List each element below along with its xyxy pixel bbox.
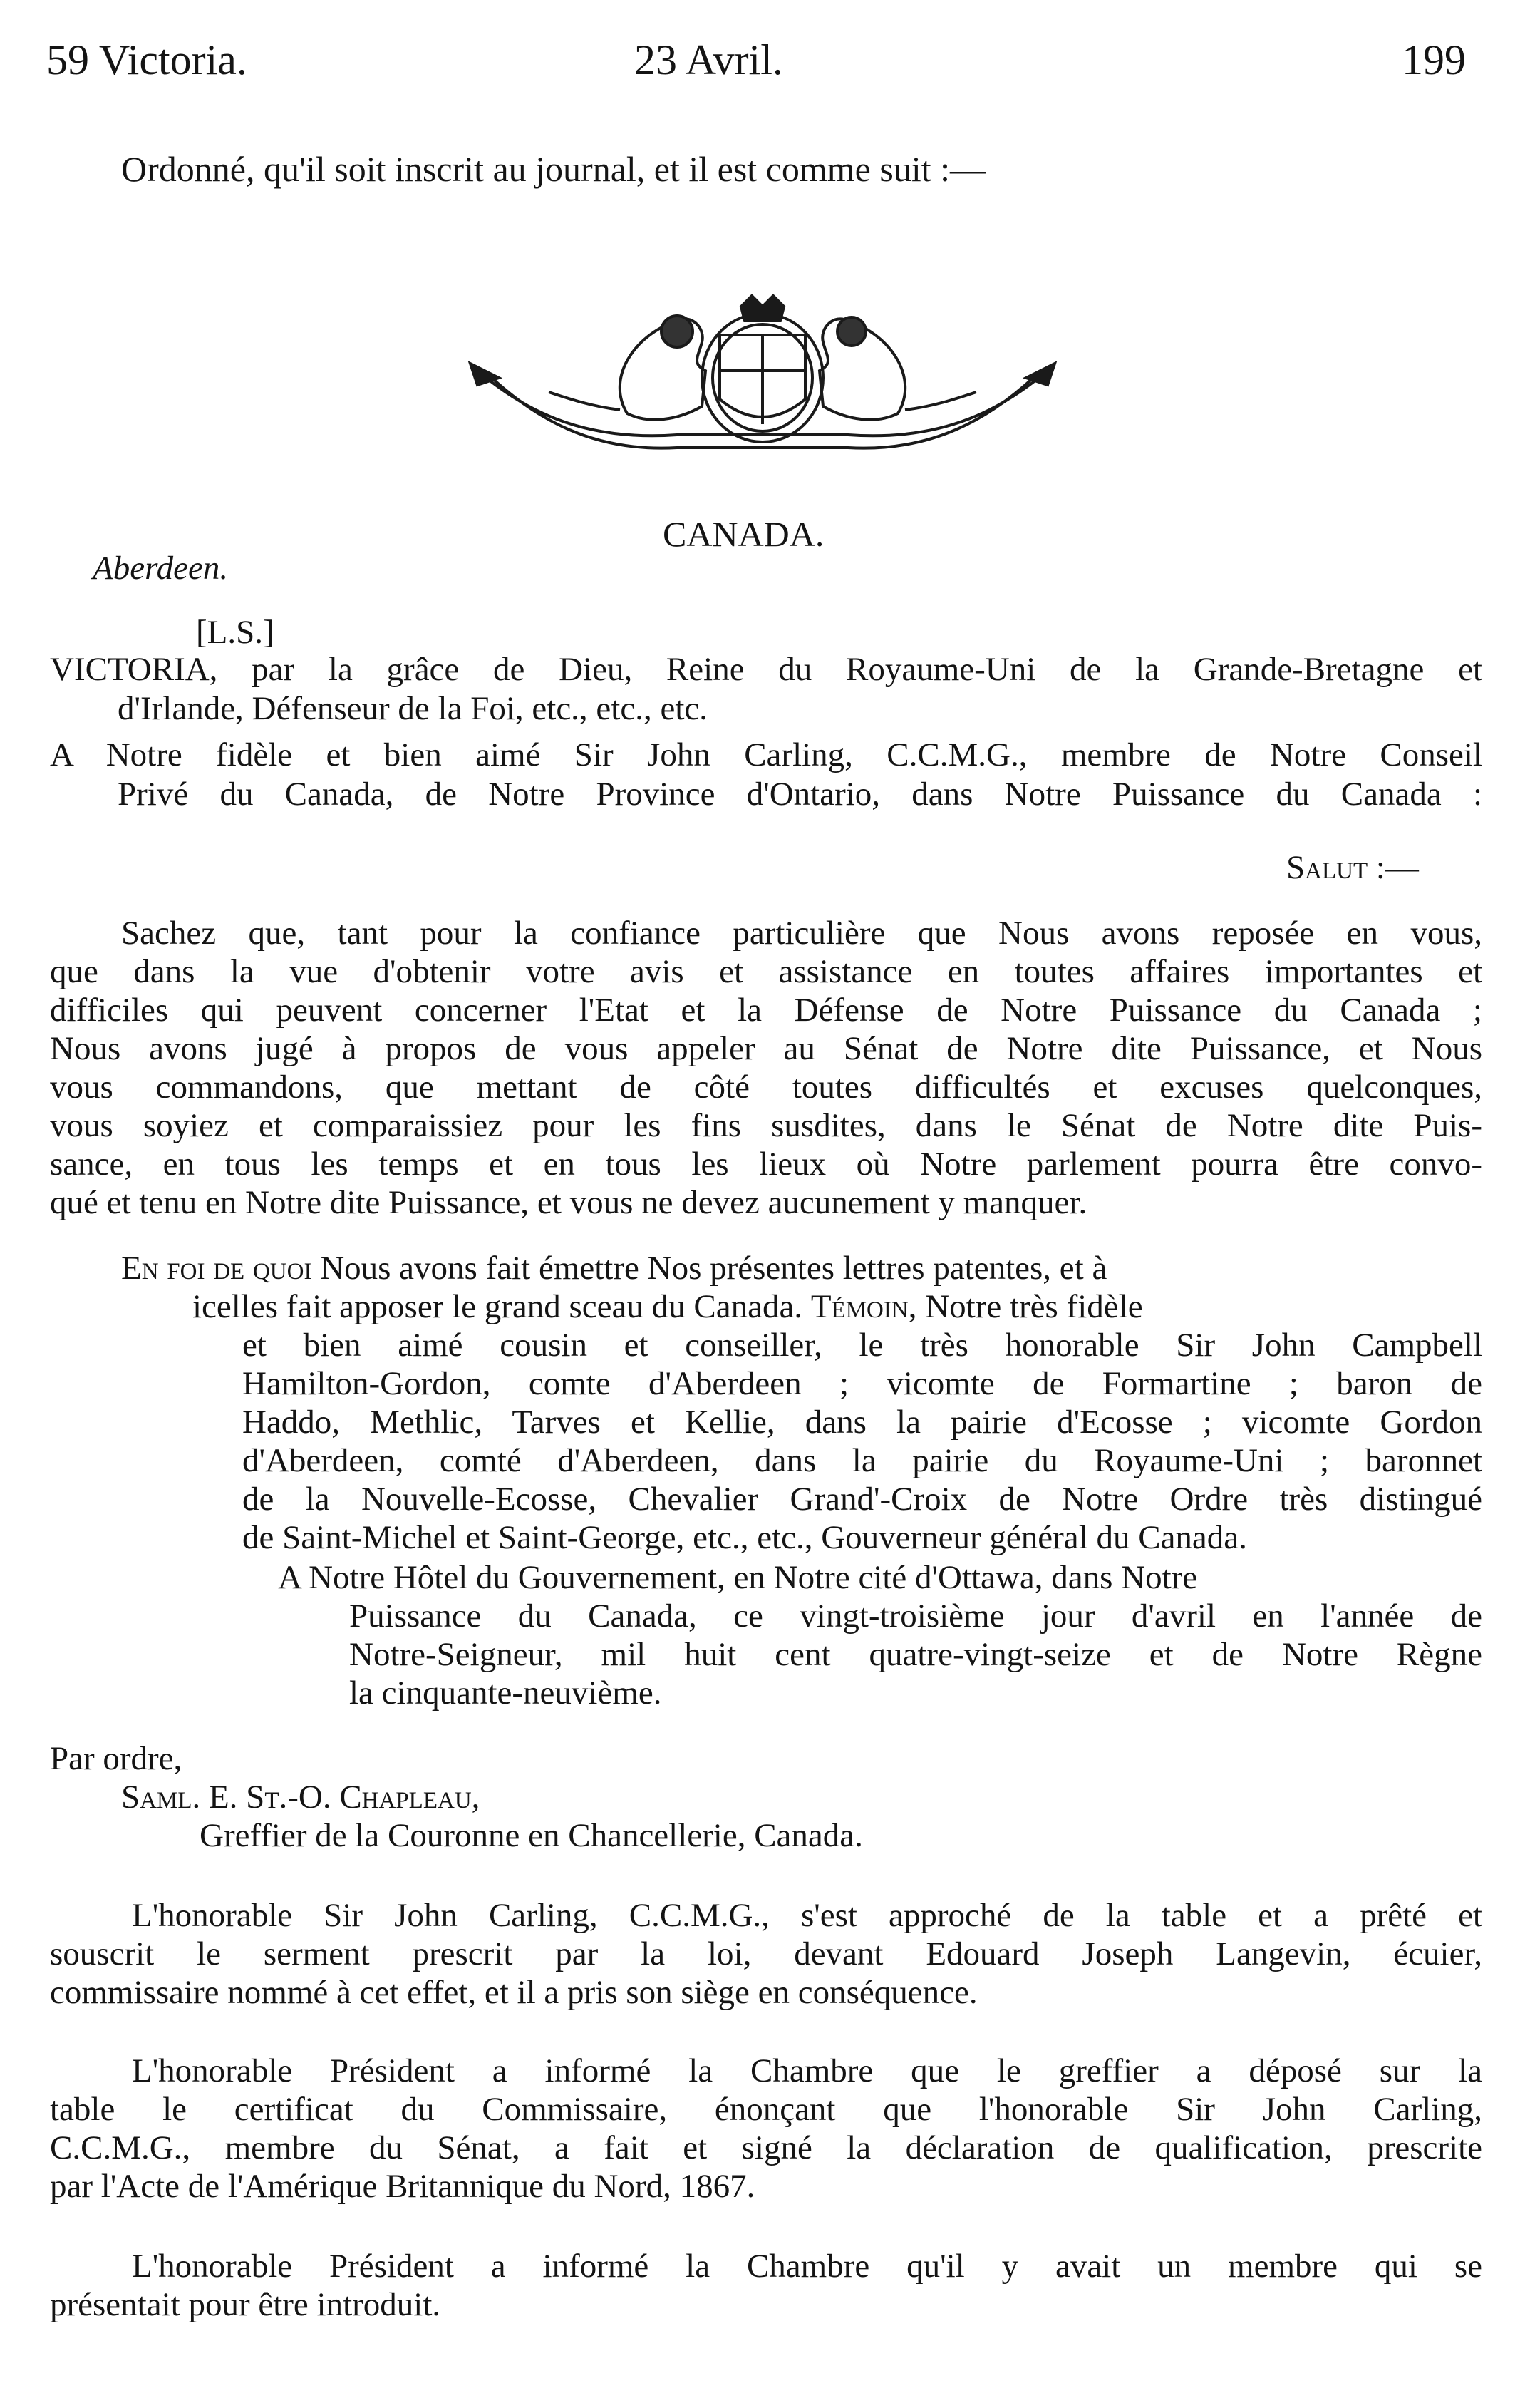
canada-heading: CANADA. xyxy=(663,514,825,554)
para1-line: difficiles qui peuvent concerner l'Etat et la Défense de Notre Puissance du Canada ; xyxy=(50,992,1482,1029)
foi-line: de Saint-Michel et Saint-George, etc., etc., Gouverneur général du Canada. xyxy=(242,1519,1247,1556)
royal-coat-of-arms-icon xyxy=(463,292,1062,470)
hotel-line: A Notre Hôtel du Gouvernement, en Notre cité d'Ottawa, dans Notre xyxy=(278,1559,1198,1596)
foi-line-1 xyxy=(121,1249,1107,1287)
para1-line: vous soyiez et comparaissiez pour les fins susdites, dans le Sénat de Notre dite Puis- xyxy=(50,1107,1482,1144)
foi-line: d'Aberdeen, comté d'Aberdeen, dans la pairie du Royaume-Uni ; baronnet xyxy=(242,1442,1482,1479)
clerk-title: Greffier de la Couronne en Chancellerie, Canada. xyxy=(200,1817,863,1854)
foi-lead: En foi de quoi xyxy=(121,1250,312,1287)
temoin: Témoin, xyxy=(810,1288,917,1325)
foi-line2-b: Notre très fidèle xyxy=(925,1288,1143,1325)
hotel-line: Notre-Seigneur, mil huit cent quatre-vingt-seize et de Notre Règne xyxy=(349,1636,1482,1673)
signer-initial: Aberdeen. xyxy=(93,550,229,587)
carling-line: souscrit le serment prescrit par la loi, devant Edouard Joseph Langevin, écuier, xyxy=(50,1935,1482,1972)
seal: [L.S.] xyxy=(196,614,274,651)
salut: Salut :— xyxy=(1286,849,1419,886)
president1-line: C.C.M.G., membre du Sénat, a fait et signé la déclaration de qualification, prescrite xyxy=(50,2129,1482,2166)
para1-line: Nous avons jugé à propos de vous appeler au Sénat de Notre dite Puissance, et Nous xyxy=(50,1030,1482,1067)
par-ordre: Par ordre, xyxy=(50,1740,182,1777)
para1-line: Sachez que, tant pour la confiance particulière que Nous avons reposée en vous, xyxy=(121,915,1482,952)
header-center: 23 Avril. xyxy=(634,36,783,83)
header-left: 59 Victoria. xyxy=(46,36,247,83)
foi-line2-a: icelles fait apposer le grand sceau du Canada. xyxy=(192,1288,803,1325)
intro-line: Ordonné, qu'il soit inscrit au journal, et il est comme suit :— xyxy=(121,149,986,189)
page-number: 199 xyxy=(1402,36,1466,83)
victoria-line-1: VICTORIA, par la grâce de Dieu, Reine du Royaume-Uni de la Grande-Bretagne et xyxy=(50,651,1482,688)
para1-line: vous commandons, que mettant de côté toutes difficultés et excuses quelconques, xyxy=(50,1069,1482,1106)
para1-line: que dans la vue d'obtenir votre avis et assistance en toutes affaires importantes et xyxy=(50,953,1482,990)
carling-line: L'honorable Sir John Carling, C.C.M.G., s'est approché de la table et a prêté et xyxy=(132,1897,1482,1934)
foi-line: Hamilton-Gordon, comte d'Aberdeen ; vicomte de Formartine ; baron de xyxy=(242,1365,1482,1402)
foi-line: de la Nouvelle-Ecosse, Chevalier Grand'-Croix de Notre Ordre très distingué xyxy=(242,1481,1482,1518)
president2-line: L'honorable Président a informé la Chambre qu'il y avait un membre qui se xyxy=(132,2248,1482,2285)
foi-line-2 xyxy=(192,1287,1143,1326)
carling-line: commissaire nommé à cet effet, et il a pris son siège en conséquence. xyxy=(50,1974,978,2011)
foi-first: Nous avons fait émettre Nos présentes lettres patentes, et à xyxy=(320,1250,1107,1287)
hotel-line: Puissance du Canada, ce vingt-troisième jour d'avril en l'année de xyxy=(349,1597,1482,1635)
para1-line: sance, en tous les temps et en tous les lieux où Notre parlement pourra être convo- xyxy=(50,1146,1482,1183)
foi-line: Haddo, Methlic, Tarves et Kellie, dans la pairie d'Ecosse ; vicomte Gordon xyxy=(242,1404,1482,1441)
para1-line: qué et tenu en Notre dite Puissance, et vous ne devez aucunement y manquer. xyxy=(50,1184,1087,1221)
president1-line: par l'Acte de l'Amérique Britannique du Nord, 1867. xyxy=(50,2168,755,2205)
foi-line: et bien aimé cousin et conseiller, le très honorable Sir John Campbell xyxy=(242,1327,1482,1364)
address-line-1: A Notre fidèle et bien aimé Sir John Carling, C.C.M.G., membre de Notre Conseil xyxy=(50,736,1482,773)
address-line-2: Privé du Canada, de Notre Province d'Ontario, dans Notre Puissance du Canada : xyxy=(118,776,1482,813)
president1-line: table le certificat du Commissaire, énonçant que l'honorable Sir John Carling, xyxy=(50,2091,1482,2128)
president1-line: L'honorable Président a informé la Chambre que le greffier a déposé sur la xyxy=(132,2052,1482,2089)
victoria-line-2: d'Irlande, Défenseur de la Foi, etc., etc., etc. xyxy=(118,690,708,727)
clerk-name: Saml. E. St.-O. Chapleau, xyxy=(121,1779,480,1816)
hotel-line: la cinquante-neuvième. xyxy=(349,1674,662,1712)
president2-line: présentait pour être introduit. xyxy=(50,2286,441,2323)
